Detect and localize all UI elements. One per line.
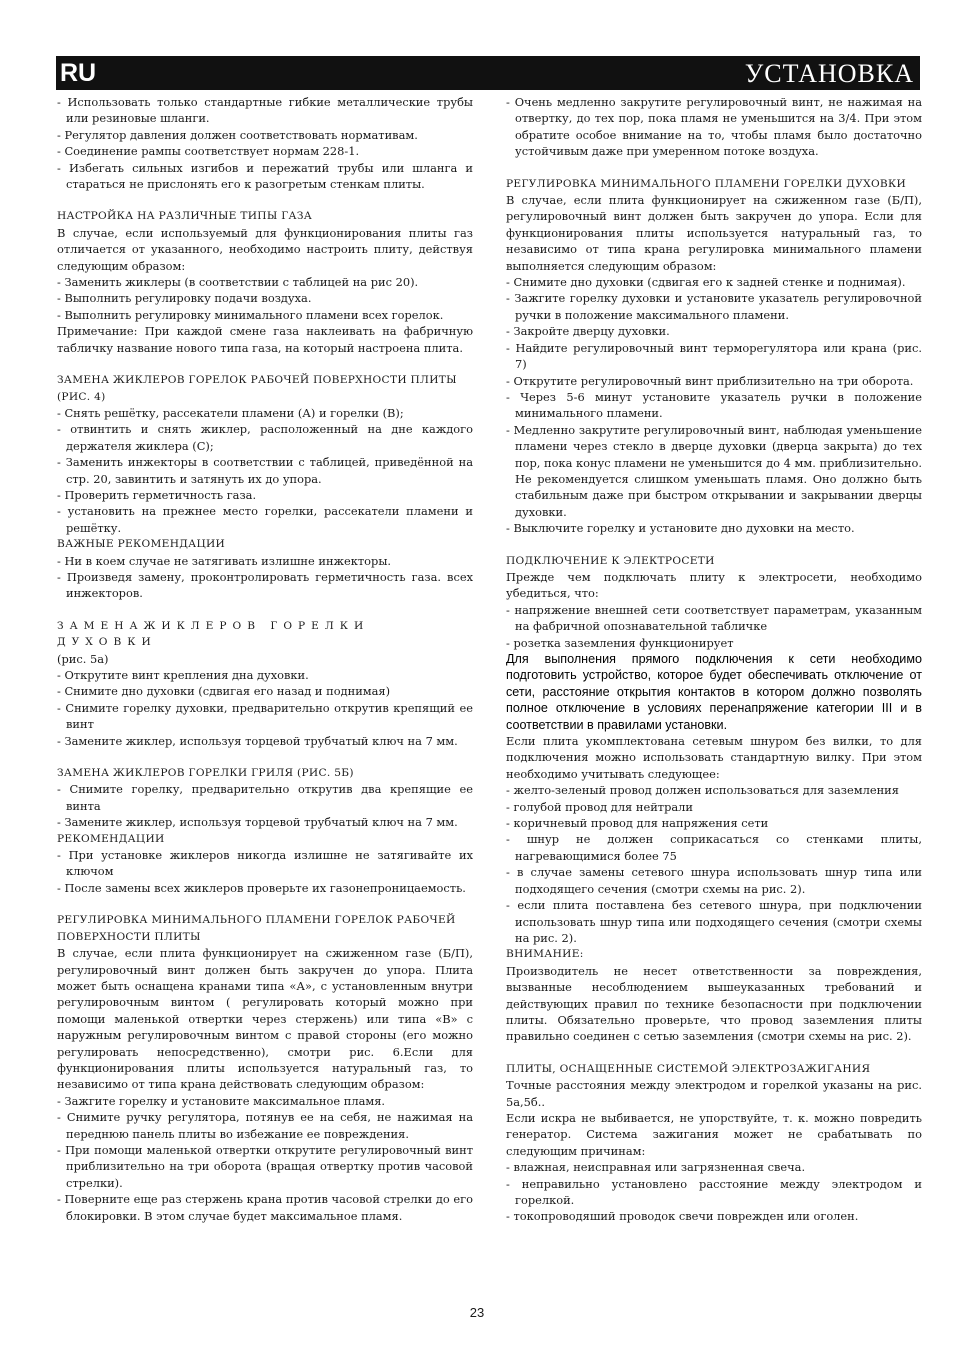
section-heading: ВНИМАНИЕ: [506,948,584,961]
list-item: - розетка заземления функционирует [506,635,734,650]
section-heading: ПЛИТЫ, ОСНАЩЕННЫЕ СИСТЕМОЙ ЭЛЕКТРОЗАЖИГАНИЯ [506,1062,871,1075]
list-item: - Использовать только стандартные гибкие металлические трубы или резиновые шланги. [57,95,473,126]
list-item: - Снимите горелку, предварительно открутив два крепящие ее винта [57,782,473,813]
list-item: - Замените жиклер, используя торцевой трубчатый ключ на 7 мм. [57,733,458,748]
paragraph: Прежде чем подключать плиту к электросети, необходимо убедиться, что: [506,569,922,601]
list-item: - токопроводяший проводок свечи поврежден или оголен. [506,1209,859,1224]
list-item: - влажная, неисправная или загрязненная свеча. [506,1160,806,1175]
list-item: - напряжение внешней сети соответствует параметрам, указанным на фабричной опознавательной табличке [506,602,922,634]
paragraph: Примечание: При каждой смене газа наклеивать на фабричную табличку название нового типа газа, на который настроена плита. [57,324,473,355]
list-item: - После замены всех жиклеров проверьте их газонепроницаемость. [57,880,466,895]
list-item: - неправильно установлено расстояние между электродом и горелкой. [506,1176,922,1207]
list-item: - Открутите регулировочный винт приблизительно на три оборота. [506,373,914,388]
list-item: - голубой провод для нейтрали [506,799,693,814]
list-item: - Заменить инжекторы в соответствии с таблицей, приведённой на стр. 20, завинтить и затянуть их до упора. [57,455,473,486]
paragraph: (рис. 5а) [57,651,109,666]
list-item: - шнур не должен соприкасаться со стенками плиты, нагревающимися более 75 [506,832,922,863]
list-item: - желто-зеленый провод должен использоваться для заземления [506,783,899,798]
list-item: - Замените жиклер, используя торцевой трубчатый ключ на 7 мм. [57,815,458,830]
list-item: - Зажгите горелку духовки и установите указатель регулировочной ручки в положение максимального пламени. [506,291,922,322]
list-item: - Закройте дверцу духовки. [506,324,670,339]
list-item: - отвинтить и снять жиклер, расположенный на дне каждого держателя жиклера (С); [57,422,473,453]
section-heading: РЕГУЛИРОВКА МИНИМАЛЬНОГО ПЛАМЕНИ ГОРЕЛОК РАБОЧЕЙ ПОВЕРХНОСТИ ПЛИТЫ [57,914,456,943]
list-item: - Найдите регулировочный винт терморегулятора или крана (рис. 7) [506,340,922,372]
section-title: УСТАНОВКА [744,59,914,88]
list-item: - Проверить герметичность газа. [57,487,257,502]
list-item: - Снимите горелку духовки, предварительно открутив крепящий ее винт [57,700,473,732]
list-item: - Снимите дно духовки (сдвигая его к задней стенке и поднимая). [506,275,906,290]
paragraph: В случае, если плита функционирует на сжиженном газе (Б/П), регулировочный винт должен быть закручен до упора. Плита может быть оснащена кранами типа «А», с установленным внутри регулировочным винтом ( регулировать который можно при помощи маленькой отвертки через стержень) или типа «В» с наружным регулировочным винтом с правой стороны (его можно регулировать непосредственно), смотри рис. 6.Если для функционирования плиты используется натуральный газ, то независимо от типа крана действовать следующим образом: [57,946,473,1092]
list-item: - Выполнить регулировку подачи воздуха. [57,291,312,306]
list-item: - Регулятор давления должен соответствовать нормативам. [57,127,418,142]
list-item: - Зажгите горелку и установите максимальное пламя. [57,1093,386,1108]
left-column [57,94,473,1224]
list-item: - в случае замены сетевого шнура использовать шнур типа или подходящего сечения (смотри схемы на рис. 2). [506,865,922,896]
section-heading: ВАЖНЫЕ РЕКОМЕНДАЦИИ [57,538,226,551]
paragraph: Производитель не несет ответственности за повреждения, вызванные несоблюдением вышеуказанных требований и действующих правил по технике безопасности при подключении плиты. Обязательно проверьте, что провод заземления плиты правильно соединен с сетью заземления (смотри схемы на рис. 2). [506,963,922,1044]
section-heading: ЗАМЕНА ЖИКЛЕРОВ ГОРЕЛОК РАБОЧЕЙ ПОВЕРХНОСТИ ПЛИТЫ (РИС. 4) [57,374,457,403]
list-item: - Произведя замену, проконтролировать герметичность газа. всех инжекторов. [57,569,473,601]
section-heading: ПОДКЛЮЧЕНИЕ К ЭЛЕКТРОСЕТИ [506,554,715,567]
list-item: - Очень медленно закрутите регулировочный винт, не нажимая на отвертку, до тех пор, пока пламя не уменьшится на 3/4. При этом обратите особое внимание на то, чтобы пламя было достаточно устойчивым даже при умеренном потоке воздуха. [506,95,922,159]
spacer [506,160,922,176]
section-heading: РЕГУЛИРОВКА МИНИМАЛЬНОГО ПЛАМЕНИ ГОРЕЛКИ ДУХОВКИ [506,177,907,190]
list-item: - установить на прежнее место горелки, рассекатели пламени и решётку. [57,504,473,535]
notice-paragraph: Для выполнения прямого подключения к сети необходимо подготовить устройство, которое будет обеспечивать отключение от сети, расстояние открытия контактов в котором должно позволять полное отключение в условиях перенапряжение категории III и в соответствии в правилами установки. [506,652,922,732]
page-number: 23 [469,1305,485,1320]
page-header-bar [56,56,920,90]
spacer [57,356,473,372]
list-item: - Выполнить регулировку минимального пламени всех горелок. [57,307,444,322]
spacer [506,1045,922,1061]
spacer [506,537,922,553]
paragraph: Точные расстояния между электродом и горелкой указаны на рис. 5а,5б.. [506,1078,922,1109]
section-heading: РЕКОМЕНДАЦИИ [57,832,165,845]
section-heading: ЗАМЕНА ЖИКЛЕРОВ ГОРЕЛКИ ГРИЛЯ (РИС. 5Б) [57,767,354,780]
list-item: - Избегать сильных изгибов и пережатий трубы или шланга и стараться не прислонять его к разогретым стенкам плиты. [57,160,473,192]
list-item: - Поверните еще раз стержень крана против часовой стрелки до его блокировки. В этом случае будет максимальное пламя. [57,1192,473,1223]
list-item: - Снять решётку, рассекатели пламени (А) и горелки (В); [57,405,404,420]
list-item: - если плита поставлена без сетевого шнура, при подключении использовать шнур типа или подходящего сечения (смотри схемы на рис. 2). [506,898,922,945]
list-item: - Открутите винт крепления дна духовки. [57,668,309,682]
right-column [506,94,922,1225]
spacer [57,192,473,208]
paragraph: Если плита укомплектована сетевым шнуром без вилки, то для подключения можно использовать стандартную вилку. При этом необходимо учитывать следующее: [506,734,922,781]
list-item: - Снимите дно духовки (сдвигая его назад и поднимая) [57,684,391,699]
paragraph: Если искра не выбивается, не упорствуйте, т. к. можно повредить генератор. Система зажигания может не срабатывать по следующим причинам: [506,1110,922,1158]
list-item: - Через 5-6 минут установите указатель ручки в положение минимального пламени. [506,389,922,421]
list-item: - Ни в коем случае не затягивать излишне инжекторы. [57,553,392,568]
list-item: - Соединение рампы соответствует нормам 228-1. [57,144,360,159]
language-code: RU [60,59,97,87]
paragraph: В случае, если плита функционирует на сжиженном газе (Б/П), регулировочный винт должен быть закручен до упора. Если для функционирования плиты используется натуральный газ, то независимо от типа крана регулировка минимального пламени выполняется следующим образом: [506,193,922,273]
list-item: - Снимите ручку регулятора, потянув ее на себя, не нажимая на переднюю панель плиты во избежание ее повреждения. [57,1110,473,1141]
section-heading: НАСТРОЙКА НА РАЗЛИЧНЫЕ ТИПЫ ГАЗА [57,210,313,223]
spacer [57,602,473,618]
spacer [57,896,473,912]
list-item: - При помощи маленькой отвертки открутите регулировочный винт приблизительно на три оборота (вращая отвертку против часовой стрелки). [57,1142,473,1190]
list-item: - Медленно закрутите регулировочный винт, наблюдая уменьшение пламени через стекло в дверце духовки (дверца закрыта) до тех пор, пока конус пламени не уменьшится до 4 мм. приблизительно. Не рекомендуется слишком уменьшать пламя. Оно должно быть стабильным даже при быстром открывании и закрывании дверцы духовки. [506,422,922,519]
list-item: - Заменить жиклеры (в соответствии с таблицей на рис 20). [57,275,419,290]
list-item: - коричневый провод для напряжения сети [506,816,769,831]
spacer [57,749,473,765]
section-heading: ЗАМЕНАЖИКЛЕРОВ ГОРЕЛКИ ДУХОВКИ [57,619,370,649]
list-item: - Выключите горелку и установите дно духовки на место. [506,521,855,536]
paragraph: В случае, если используемый для функционирования плиты газ отличается от указанного, необходимо настроить плиту, действуя следующим образом: [57,225,473,273]
list-item: - При установке жиклеров никогда излишне не затягивайте их ключом [57,848,473,879]
